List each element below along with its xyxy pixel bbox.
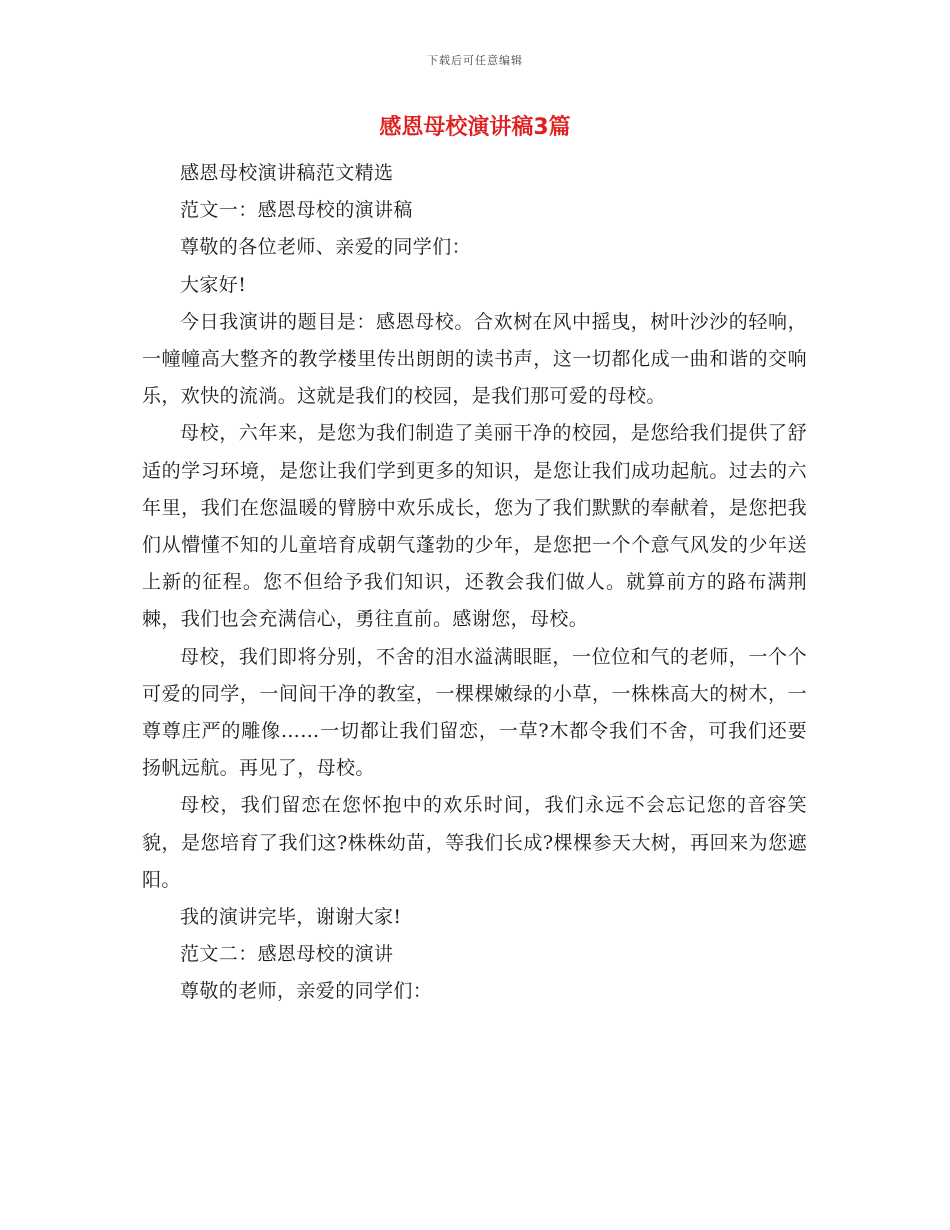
paragraph: 我的演讲完毕，谢谢大家! [180,906,402,929]
paragraph: 母校，我们即将分别，不舍的泪水溢满眼眶，一位位和气的老师，一个个可爱的同学，一间间干净的教室，一棵棵嫩绿的小草，一株株高大的树木，一尊尊庄严的雕像……一切都让我们留恋，一草?木都令我们不舍，可我们还要扬帆远航。再见了，母校。 [142,645,807,780]
paragraph: 范文一：感恩母校的演讲稿 [180,199,413,222]
paragraph: 大家好! [180,273,247,296]
paragraph: 感恩母校演讲稿范文精选 [180,162,394,184]
paragraph: 母校，我们留恋在您怀抱中的欢乐时间，我们永远不会忘记您的音容笑貌，是您培育了我们这?株株幼苗，等我们长成?棵棵参天大树，再回来为您遮阳。 [142,794,807,891]
paragraph: 尊敬的各位老师、亲爱的同学们： [180,236,472,259]
header-note: 下载后可任意编辑 [427,54,523,67]
paragraph: 母校，六年来，是您为我们制造了美丽干净的校园，是您给我们提供了舒适的学习环境，是您让我们学到更多的知识，是您让我们成功起航。过去的六年里，我们在您温暖的臂膀中欢乐成长，您为了我们默默的奉献着，是您把我们从懵懂不知的儿童培育成朝气蓬勃的少年，是您把一个个意气风发的少年送上新的征程。您不但给予我们知识，还教会我们做人。就算前方的路布满荆棘，我们也会充满信心，勇往直前。感谢您，母校。 [142,422,807,631]
paragraph: 今日我演讲的题目是：感恩母校。合欢树在风中摇曳，树叶沙沙的轻响，一幢幢高大整齐的教学楼里传出朗朗的读书声，这一切都化成一曲和谐的交响乐，欢快的流淌。这就是我们的校园，是我们那可爱的母校。 [142,310,807,408]
document-title: 感恩母校演讲稿3篇 [379,115,571,140]
paragraph: 尊敬的老师，亲爱的同学们： [180,980,433,1003]
paragraph: 范文二：感恩母校的演讲 [180,943,394,966]
document-body [142,155,807,1011]
